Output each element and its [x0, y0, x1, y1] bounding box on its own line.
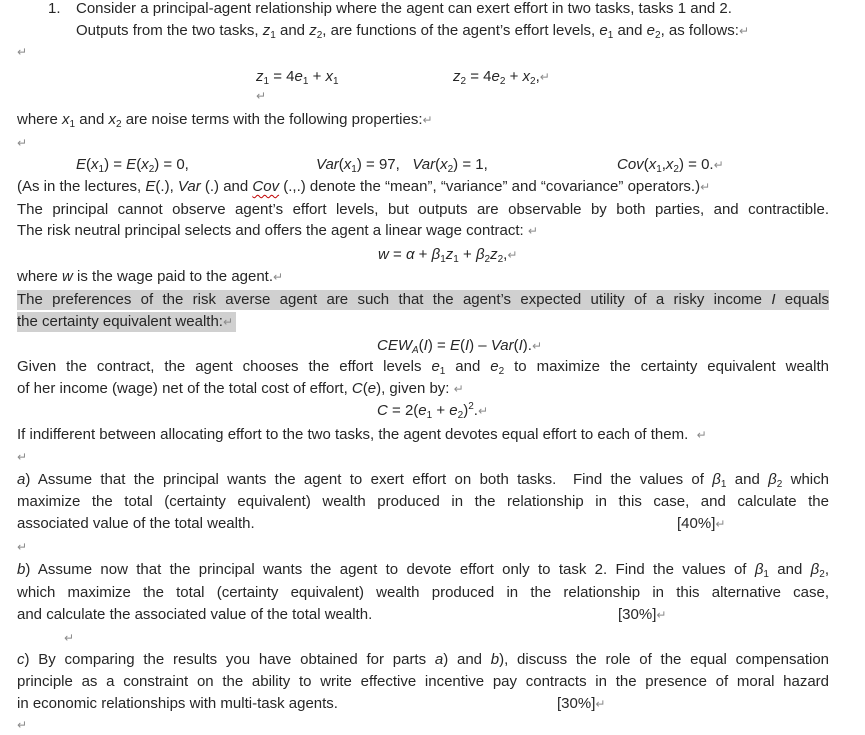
part-c-line-1: c) By comparing the results you have obtained for parts a) and b), discuss the role of the equal compensation [17, 651, 830, 668]
paragraph-mark: ↵ [17, 540, 28, 554]
part-b-weight: [30%]↵ [618, 606, 667, 623]
paragraph-mark: ↵ [17, 136, 28, 150]
part-a-weight: [40%]↵ [677, 515, 726, 532]
part-b-line-3: and calculate the associated value of the total wealth. [17, 606, 373, 623]
given-line-2: of her income (wage) net of the total cost of effort, C(e), given by: ↵ [17, 380, 464, 397]
equation-cost: $C = 2(e_1$ + $e_2)^2.↵$ [377, 401, 488, 421]
part-b-line-1: b) Assume now that the principal wants the agent to devote effort only to task 2. Find the values of $\beta_1$ and $\beta_2$, [17, 561, 829, 580]
equation-z2: $z_2 = 4e_2$ + $x_2,↵$ [453, 68, 550, 87]
part-a-line-1: a) Assume that the principal wants the agent to exert effort on both tasks. Find the values of $\beta_1$ and $\beta_2$ which [17, 471, 829, 490]
principal-line-1: The principal cannot observe agent’s effort levels, but outputs are observable by both parties, and contractible. [17, 201, 829, 218]
part-c-line-3: in economic relationships with multi-task agents. [17, 695, 338, 712]
property-mean: $E(x_1) = E(x_2) = 0$, [76, 156, 189, 175]
part-c-line-2: principle as a constraint on the ability to write effective incentive pay contracts in the presence of moral hazard [17, 673, 829, 690]
part-a-line-3: associated value of the total wealth. [17, 515, 255, 532]
equation-wage: $w = \alpha + \beta_1z_1$ + $\beta_2z_2,↵$ [378, 246, 518, 265]
intro-line-2: Outputs from the two tasks, $z_1$ and $z_2$, are functions of the agent’s effort levels, $e_1$ and $e_2$, as follows:↵ [76, 22, 749, 41]
noise-line: where $x_1$ and $x_2$ are noise terms with the following properties:↵ [17, 111, 433, 130]
part-a-line-2: maximize the total (certainty equivalent) wealth produced in the relationship in this case, and calculate the [17, 493, 829, 510]
item-number: 1. [48, 0, 61, 17]
part-b-line-2: which maximize the total (certainty equivalent) wealth produced in the relationship in this alternative case, [17, 584, 829, 601]
paragraph-mark: ↵ [17, 450, 28, 464]
paragraph-mark: ↵ [17, 45, 28, 59]
indifference-line: If indifferent between allocating effort to the two tasks, the agent devotes equal effort to each of them. ↵ [17, 426, 707, 443]
intro-line-1: Consider a principal-agent relationship where the agent can exert effort in two tasks, tasks 1 and 2. [76, 0, 732, 17]
principal-line-2: The risk neutral principal selects and offers the agent a linear wage contract: ↵ [17, 222, 538, 239]
paragraph-mark: ↵ [17, 718, 28, 732]
preference-line-2: the certainty equivalent wealth:↵ [17, 312, 236, 332]
paragraph-mark: ↵ [256, 89, 267, 103]
part-c-weight: [30%]↵ [557, 695, 606, 712]
equation-z1: $z_1 = 4e_1 + x_1$ [256, 68, 339, 87]
property-variance: $Var(x_1) = 97$, $Var(x_2) = 1$, [316, 156, 488, 175]
given-line-1: Given the contract, the agent chooses the effort levels $e_1$ and $e_2$ to maximize the certainty equivalent wealth [17, 358, 829, 377]
paragraph-mark: ↵ [64, 631, 75, 645]
lectures-line: (As in the lectures, E(.), Var (.) and Cov (.,.) denote the “mean”, “variance” and “covariance” operators.)↵ [17, 178, 711, 195]
wage-definition: where w is the wage paid to the agent.↵ [17, 268, 284, 285]
equation-cew: $CEW_A(I) = E(I)$ – Var(I).↵ [377, 337, 543, 356]
property-covariance: $Cov(x_1,x_2)$ = 0.↵ [617, 156, 724, 175]
preference-line-1: The preferences of the risk averse agent are such that the agent’s expected utility of a risky income I equals [17, 291, 829, 308]
